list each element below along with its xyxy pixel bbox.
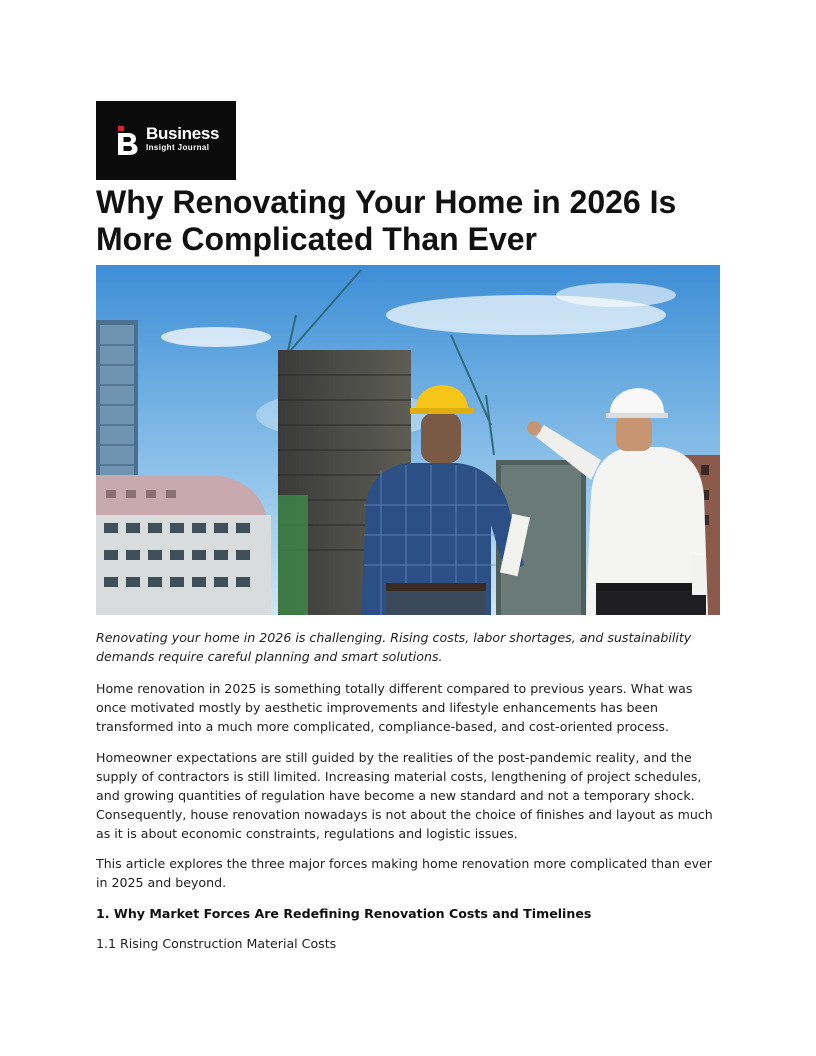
logo-brand-subtitle: Insight Journal: [146, 143, 210, 152]
paragraph-context: Homeowner expectations are still guided by the realities of the post-pandemic reality, and the supply of contractors is still limited. Increasing material costs, lengthening of project schedules, and growing quantities of regulation have become a new standard and not a temporary shock. Consequently, house renovation nowadays is not about the choice of finishes and layout as much as it is about economic constraints, regulations and logistic issues.: [96, 750, 713, 841]
article-title: Why Renovating Your Home in 2026 Is More Complicated Than Ever: [96, 184, 677, 257]
publication-logo[interactable]: [96, 101, 236, 180]
paragraph-intro: Home renovation in 2025 is something totally different compared to previous years. What was once motivated mostly by aesthetic improvements and lifestyle enhancements has been transformed into a much more complicated, compliance-based, and cost-oriented process.: [96, 681, 693, 734]
construction-workers-illustration: [96, 265, 720, 615]
subsection-heading: 1.1 Rising Construction Material Costs: [96, 936, 337, 951]
hero-image: [96, 265, 720, 615]
section-heading: 1. Why Market Forces Are Redefining Renovation Costs and Timelines: [96, 906, 592, 921]
b-logo-mark-icon: [116, 126, 140, 156]
logo-brand-name: Business: [146, 124, 220, 143]
paragraph-overview: This article explores the three major forces making home renovation more complicated than ever in 2025 and beyond.: [96, 856, 712, 890]
image-caption: Renovating your home in 2026 is challenging. Rising costs, labor shortages, and sustainability demands require careful planning and smart solutions.: [96, 630, 692, 664]
